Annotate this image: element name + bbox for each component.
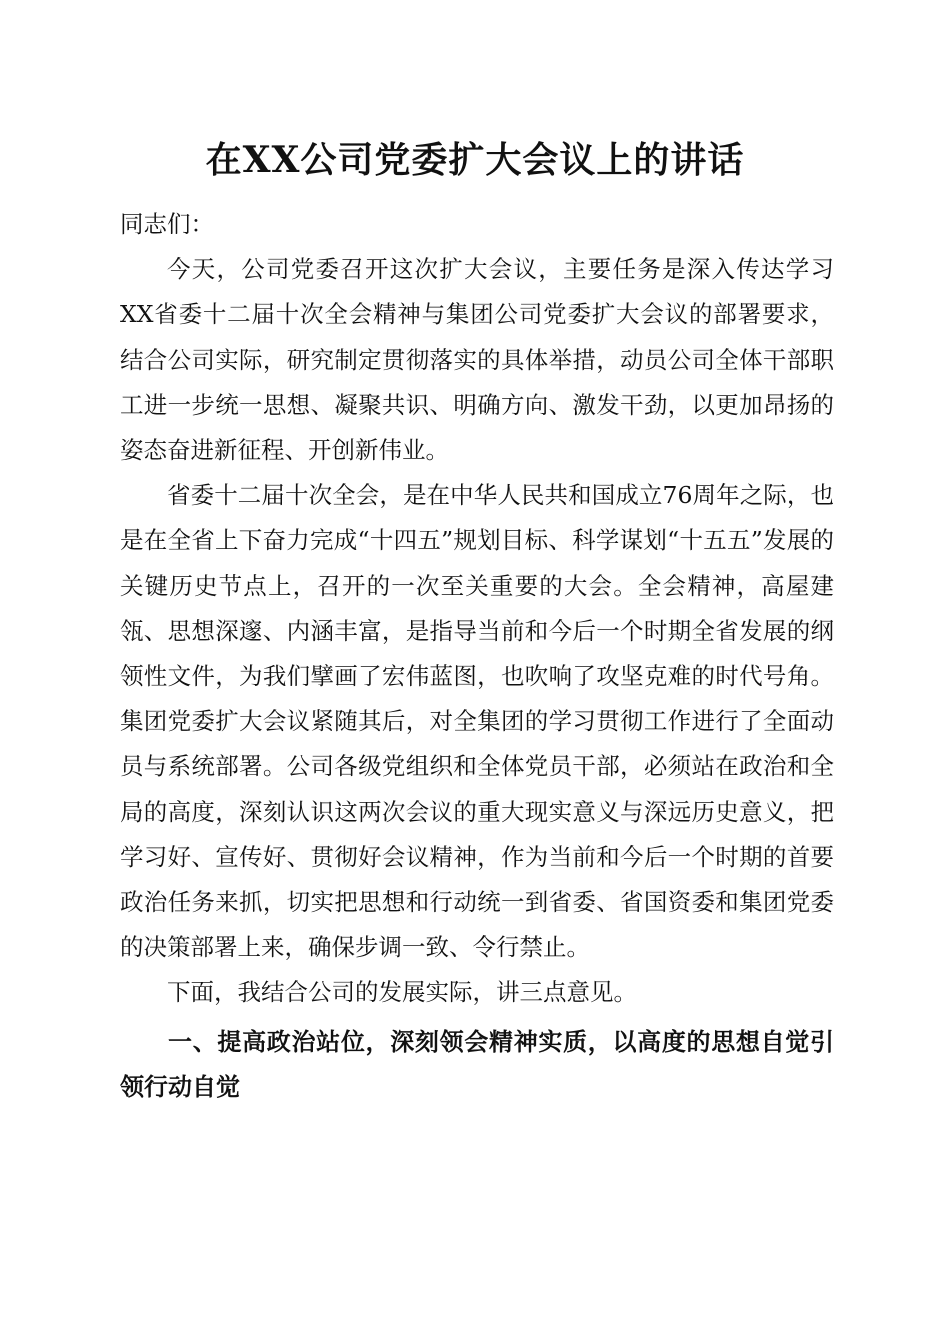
document-body — [120, 202, 834, 1110]
section-heading-one: 一、提高政治站位，深刻领会精神实质，以高度的思想自觉引领行动自觉 — [120, 1027, 834, 1101]
document-title: 在XX公司党委扩大会议上的讲话 — [205, 139, 745, 181]
salutation: 同志们： — [120, 210, 214, 238]
paragraph-intro: 今天，公司党委召开这次扩大会议，主要任务是深入传达学习XX省委十二届十次全会精神与集团公司党委扩大会议的部署要求，结合公司实际，研究制定贯彻落实的具体举措，动员公司全体干部职工进一步统一思想、凝聚共识、明确方向、激发干劲，以更加昂扬的姿态奋进新征程、开创新伟业。 — [120, 255, 834, 465]
paragraph-plenary: 省委十二届十次全会，是在中华人民共和国成立76周年之际，也是在全省上下奋力完成“十四五”规划目标、科学谋划“十五五”发展的关键历史节点上，召开的一次至关重要的大会。全会精神，高屋建瓴、思想深邃、内涵丰富，是指导当前和今后一个时期全省发展的纲领性文件，为我们擘画了宏伟蓝图，也吹响了攻坚克难的时代号角。集团党委扩大会议紧随其后，对全集团的学习贯彻工作进行了全面动员与系统部署。公司各级党组织和全体党员干部，必须站在政治和全局的高度，深刻认识这两次会议的重大现实意义与深远历史意义，把学习好、宣传好、贯彻好会议精神，作为当前和今后一个时期的首要政治任务来抓，切实把思想和行动统一到省委、省国资委和集团党委的决策部署上来，确保步调一致、令行禁止。 — [120, 481, 834, 962]
paragraph-transition: 下面，我结合公司的发展实际，讲三点意见。 — [167, 978, 637, 1007]
